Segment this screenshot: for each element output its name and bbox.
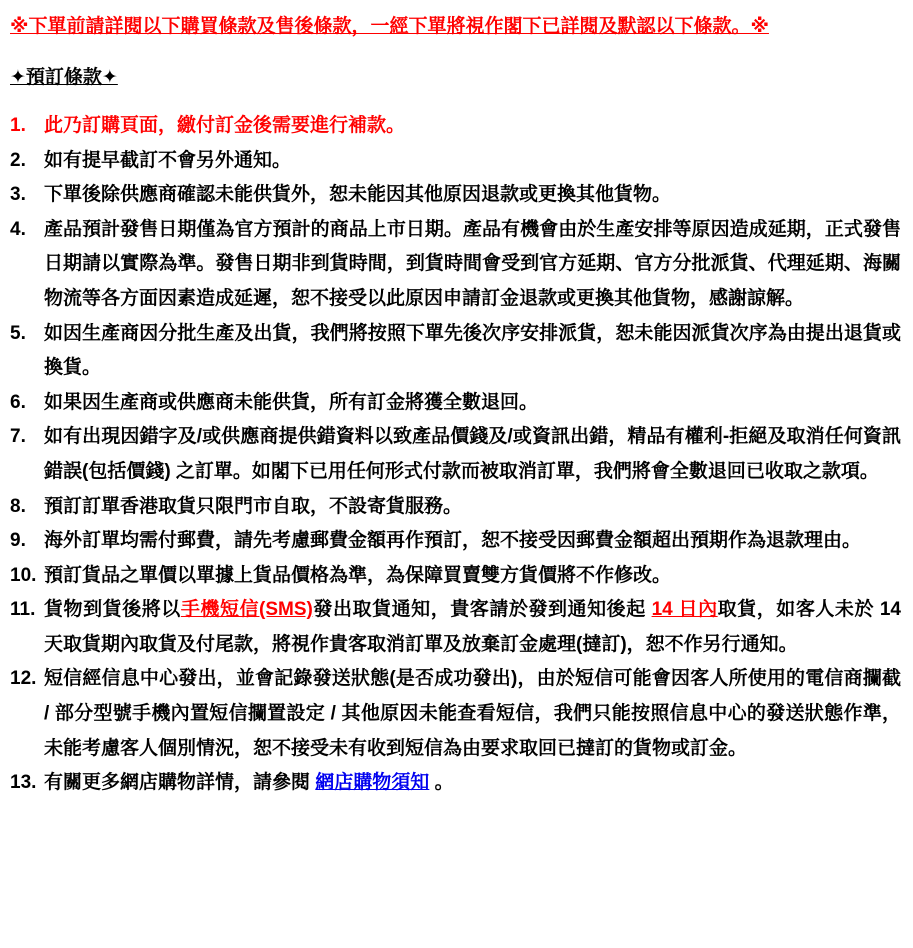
sms-highlight: 手機短信(SMS) — [180, 599, 313, 621]
term-text: 預訂貨品之單價以單據上貨品價格為準，為保障買賣雙方貨價將不作修改。 — [44, 564, 672, 586]
terms-list — [10, 109, 901, 801]
pickup-deadline-highlight: 14 日內 — [651, 599, 718, 621]
term-number: 7. — [10, 426, 26, 448]
term-item-1 — [10, 109, 901, 144]
term-item-13 — [10, 766, 901, 801]
term-text-segment: 。 — [429, 772, 454, 794]
term-text — [44, 593, 901, 662]
term-number: 11. — [10, 599, 36, 621]
term-number: 3. — [10, 184, 26, 206]
term-text: 下單後除供應商確認未能供貨外，恕未能因其他原因退款或更換其他貨物。 — [44, 184, 672, 206]
term-number: 5. — [10, 322, 26, 344]
term-text-segment: 有關更多網店購物詳情，請參閱 — [44, 772, 316, 794]
term-text: 如果因生產商或供應商未能供貨，所有訂金將獲全數退回。 — [44, 391, 539, 413]
term-text: 產品預計發售日期僅為官方預計的商品上市日期。產品有機會由於生產安排等原因造成延期，正式發售日期請以實際為準。發售日期非到貨時間，到貨時間會受到官方延期、官方分批派貨、代理延期、海關物流等各方面因素造成延遲，恕不接受以此原因申請訂金退款或更換其他貨物，感謝諒解。 — [44, 218, 901, 310]
term-text-segment: 貨物到貨後將以 — [44, 599, 181, 621]
term-text: 如有提早截訂不會另外通知。 — [44, 149, 292, 171]
term-text: 海外訂單均需付郵費，請先考慮郵費金額再作預訂，恕不接受因郵費金額超出預期作為退款理由。 — [44, 530, 862, 552]
term-number: 10. — [10, 564, 37, 586]
term-item-8 — [10, 490, 901, 525]
term-number: 1. — [10, 115, 26, 137]
term-text: 如因生產商因分批生產及出貨，我們將按照下單先後次序安排派貨，恕未能因派貨次序為由提出退貨或換貨。 — [44, 322, 901, 379]
term-number: 12. — [10, 668, 37, 690]
term-text: 如有出現因錯字及/或供應商提供錯資料以致產品價錢及/或資訊出錯，精品有權利-拒絕及取消任何資訊錯誤(包括價錢) 之訂單。如閣下已用任何形式付款而被取消訂單，我們將會全數退回已收取之款項。 — [44, 426, 901, 482]
term-number: 2. — [10, 149, 26, 171]
term-number: 6. — [10, 391, 26, 413]
term-item-9 — [10, 524, 901, 559]
term-number: 13. — [10, 772, 37, 794]
term-number: 4. — [10, 218, 26, 240]
term-item-3 — [10, 178, 901, 213]
term-item-2 — [10, 144, 901, 179]
term-text: 此乃訂購頁面，繳付訂金後需要進行補款。 — [44, 115, 406, 137]
term-item-11 — [10, 593, 901, 662]
term-number: 8. — [10, 495, 26, 517]
term-text — [44, 766, 901, 801]
shop-guide-link[interactable]: 網店購物須知 — [315, 772, 430, 794]
page-title: ※下單前請詳閱以下購買條款及售後條款，一經下單將視作閣下已詳閱及默認以下條款。※ — [10, 16, 769, 37]
term-text: 預訂訂單香港取貨只限門市自取，不設寄貨服務。 — [44, 495, 463, 517]
term-text-segment: 取貨，如客人未於 14 天取貨期內取貨及付尾款，將視作貴客取消訂單及放棄訂金處理(撻訂)，恕不作另行通知。 — [44, 599, 901, 655]
term-text: 短信經信息中心發出，並會記錄發送狀態(是否成功發出)，由於短信可能會因客人所使用的電信商攔截 / 部分型號手機內置短信攔置設定 / 其他原因未能查看短信，我們只能按照信息中心的發送狀態作準，未能考慮客人個別情況，恕不接受未有收到短信為由要求取回已撻訂的貨物或訂金。 — [44, 668, 901, 759]
term-item-7 — [10, 420, 901, 489]
section-heading: ✦預訂條款✦ — [10, 66, 118, 88]
term-item-6 — [10, 386, 901, 421]
term-item-4 — [10, 213, 901, 317]
term-item-5 — [10, 317, 901, 386]
term-number: 9. — [10, 530, 26, 552]
term-item-12 — [10, 662, 901, 766]
term-item-10 — [10, 559, 901, 594]
term-text-segment: 發出取貨通知，貴客請於發到通知後起 — [312, 599, 652, 621]
